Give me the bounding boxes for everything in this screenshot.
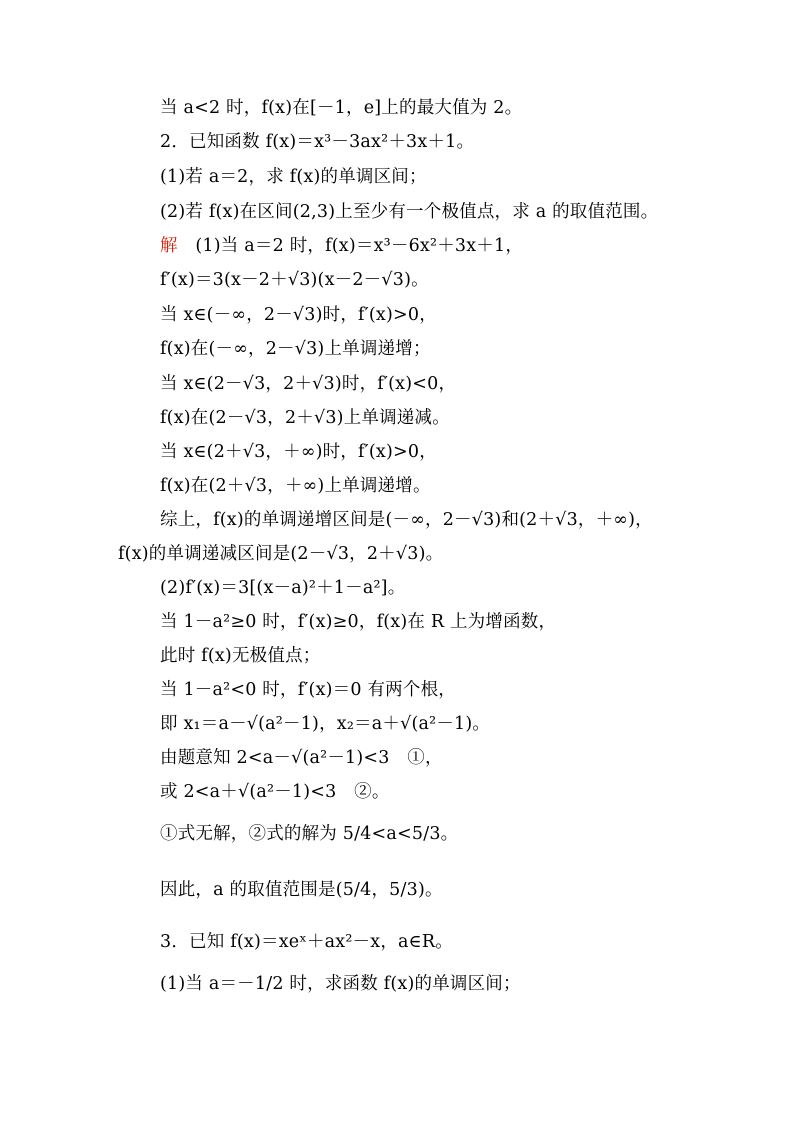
text-line: 此时 f(x)无极值点； [160,646,321,666]
question-3-title: 3．已知 f(x)＝xeˣ＋ax²－x，a∈R。 [160,932,453,952]
text-line: f(x)在(－∞，2－√3)上单调递增； [160,339,431,359]
text-line: 当 1－a²<0 时，f′(x)＝0 有两个根， [160,680,456,700]
text-line: 当 x∈(－∞，2－√3)时，f′(x)>0， [160,305,437,325]
text-line: f(x)在(2＋√3，＋∞)上单调递增。 [160,476,431,496]
solution-line [160,234,523,258]
text-line: 当 x∈(2＋√3，＋∞)时，f′(x)>0， [160,442,437,462]
text-line: 当 1－a²≥0 时，f′(x)≥0，f(x)在 R 上为增函数， [160,612,557,632]
solution-label: 解 [160,236,178,256]
text-line: f(x)在(2－√3，2＋√3)上单调递减。 [160,408,450,428]
text-line: 或 2<a＋√(a²－1)<3 ②。 [160,782,390,802]
text-line: f(x)的单调递减区间是(2－√3，2＋√3)。 [118,544,444,564]
text-line: 因此，a 的取值范围是(5/4，5/3)。 [160,880,443,900]
solution-text: (1)当 a＝2 时，f(x)＝x³－6x²＋3x＋1， [195,236,524,256]
text-line: 当 a<2 时，f(x)在[－1，e]上的最大值为 2。 [160,98,523,118]
text-line: (2)f′(x)＝3[(x－a)²＋1－a²]。 [160,578,406,598]
text-line: 当 x∈(2－√3，2＋√3)时，f′(x)<0， [160,374,457,394]
question-3-part-1: (1)当 a＝－1/2 时，求函数 f(x)的单调区间； [160,974,521,994]
text-line: f′(x)＝3(x－2＋√3)(x－2－√3)。 [160,270,429,290]
question-2-part-1: (1)若 a＝2，求 f(x)的单调区间； [160,167,427,187]
question-2-title: 2．已知函数 f(x)＝x³－3ax²＋3x＋1。 [160,132,475,152]
text-line: ①式无解，②式的解为 5/4<a<5/3。 [160,824,459,844]
text-line: 由题意知 2<a－√(a²－1)<3 ①， [160,748,443,768]
text-line: 综上，f(x)的单调递增区间是(－∞，2－√3)和(2＋√3，＋∞)， [160,510,653,530]
text-line: 即 x₁＝a－√(a²－1)，x₂＝a＋√(a²－1)。 [160,714,491,734]
question-2-part-2: (2)若 f(x)在区间(2,3)上至少有一个极值点，求 a 的取值范围。 [160,202,659,222]
